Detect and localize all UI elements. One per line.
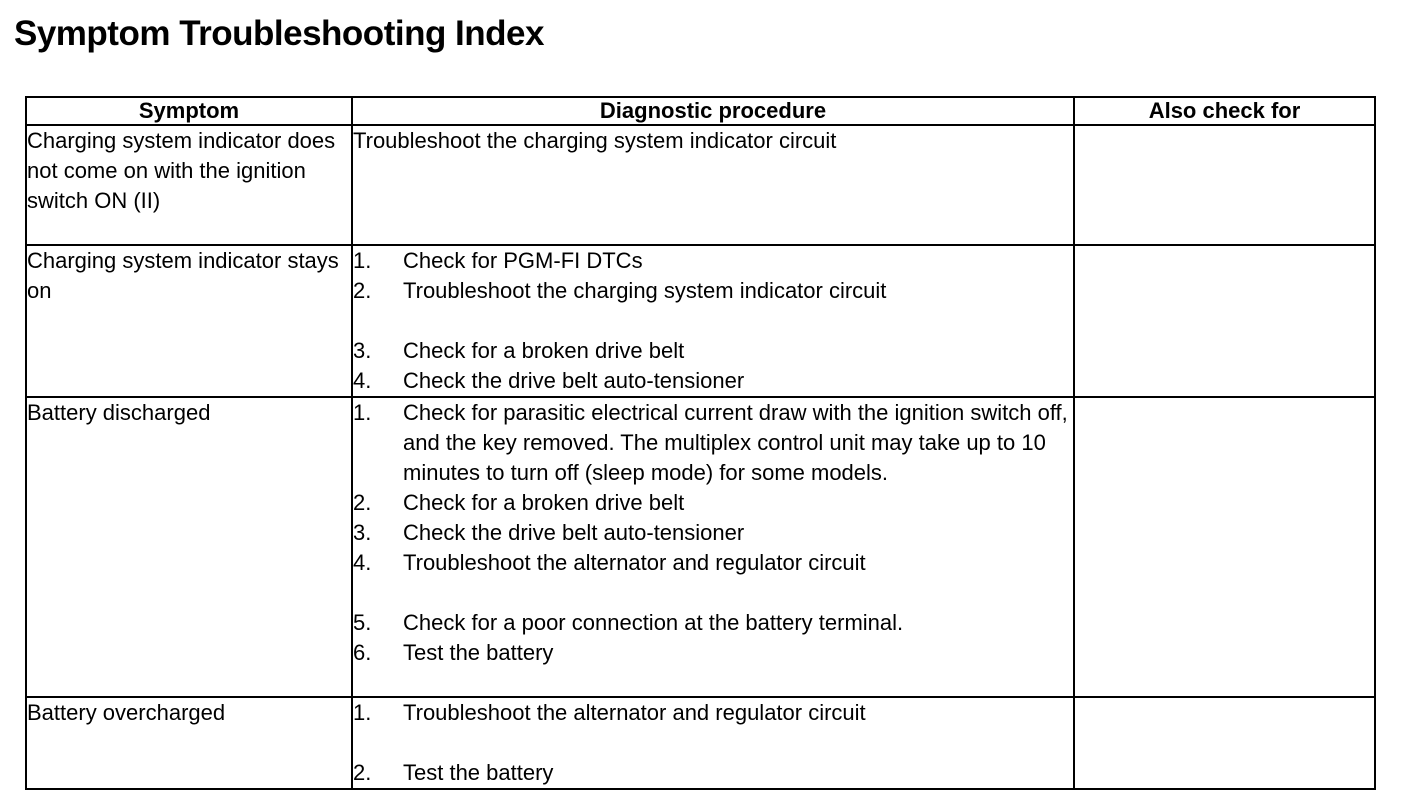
- step-text: Check the drive belt auto-tensioner: [403, 520, 745, 545]
- also-check-cell: [1074, 125, 1375, 245]
- procedure-cell: [352, 397, 1074, 697]
- step-number: 3.: [353, 338, 372, 363]
- table-row: [26, 125, 1375, 245]
- step-number: 1.: [353, 400, 372, 425]
- step-text: Check the drive belt auto-tensioner: [403, 368, 745, 393]
- procedure-cell: [352, 125, 1074, 245]
- page-title: Symptom Troubleshooting Index: [14, 14, 544, 53]
- table-row: [26, 697, 1375, 789]
- procedure-step: [353, 398, 1073, 488]
- step-text: Test the battery: [403, 640, 554, 665]
- step-number: 4.: [353, 368, 372, 393]
- step-text: Check for a broken drive belt: [403, 490, 685, 515]
- procedure-step: [353, 608, 1073, 638]
- symptom-text: Charging system indicator does not come on with the ignition switch ON (II): [27, 128, 336, 213]
- procedure-step: [353, 366, 1073, 396]
- step-number: 2.: [353, 490, 372, 515]
- procedure-cell: [352, 245, 1074, 397]
- symptom-table: [25, 96, 1376, 790]
- symptom-text: Charging system indicator stays on: [27, 248, 339, 303]
- step-number: 6.: [353, 640, 372, 665]
- also-check-cell: [1074, 697, 1375, 789]
- step-text: Troubleshoot the alternator and regulator circuit: [403, 700, 866, 725]
- procedure-step: [353, 488, 1073, 518]
- procedure-step: [353, 518, 1073, 548]
- step-text: Troubleshoot the charging system indicator circuit: [403, 278, 887, 303]
- symptom-cell: [26, 397, 352, 697]
- also-check-cell: [1074, 397, 1375, 697]
- header-symptom: Symptom: [26, 97, 352, 125]
- step-number: 4.: [353, 550, 372, 575]
- procedure-step: [353, 638, 1073, 668]
- header-diagnostic-procedure: Diagnostic procedure: [352, 97, 1074, 125]
- procedure-step: [353, 276, 1073, 306]
- step-text: Check for parasitic electrical current draw with the ignition switch off, and the key removed. The multiplex control unit may take up to 10 minutes to turn off (sleep mode) for some models.: [403, 400, 1068, 485]
- also-check-cell: [1074, 245, 1375, 397]
- step-number: 2.: [353, 760, 372, 785]
- step-number: 1.: [353, 700, 372, 725]
- procedure-step: [353, 698, 1073, 728]
- step-text: Troubleshoot the alternator and regulator circuit: [403, 550, 866, 575]
- table-row: [26, 245, 1375, 397]
- procedure-step: [353, 246, 1073, 276]
- step-text: Test the battery: [403, 760, 554, 785]
- procedure-cell: [352, 697, 1074, 789]
- symptom-text: Battery overcharged: [27, 700, 226, 725]
- symptom-cell: [26, 125, 352, 245]
- header-also-check-for: Also check for: [1074, 97, 1375, 125]
- procedure-text: Troubleshoot the charging system indicator circuit: [353, 128, 837, 153]
- step-number: 3.: [353, 520, 372, 545]
- table-header-row: [26, 97, 1375, 125]
- procedure-step: [353, 336, 1073, 366]
- symptom-text: Battery discharged: [27, 400, 211, 425]
- step-number: 1.: [353, 248, 372, 273]
- symptom-cell: [26, 697, 352, 789]
- step-number: 2.: [353, 278, 372, 303]
- procedure-step: [353, 548, 1073, 578]
- table-row: [26, 397, 1375, 697]
- procedure-step: [353, 758, 1073, 788]
- step-text: Check for a poor connection at the battery terminal.: [403, 610, 904, 635]
- step-number: 5.: [353, 610, 372, 635]
- symptom-cell: [26, 245, 352, 397]
- step-text: Check for a broken drive belt: [403, 338, 685, 363]
- step-text: Check for PGM-FI DTCs: [403, 248, 643, 273]
